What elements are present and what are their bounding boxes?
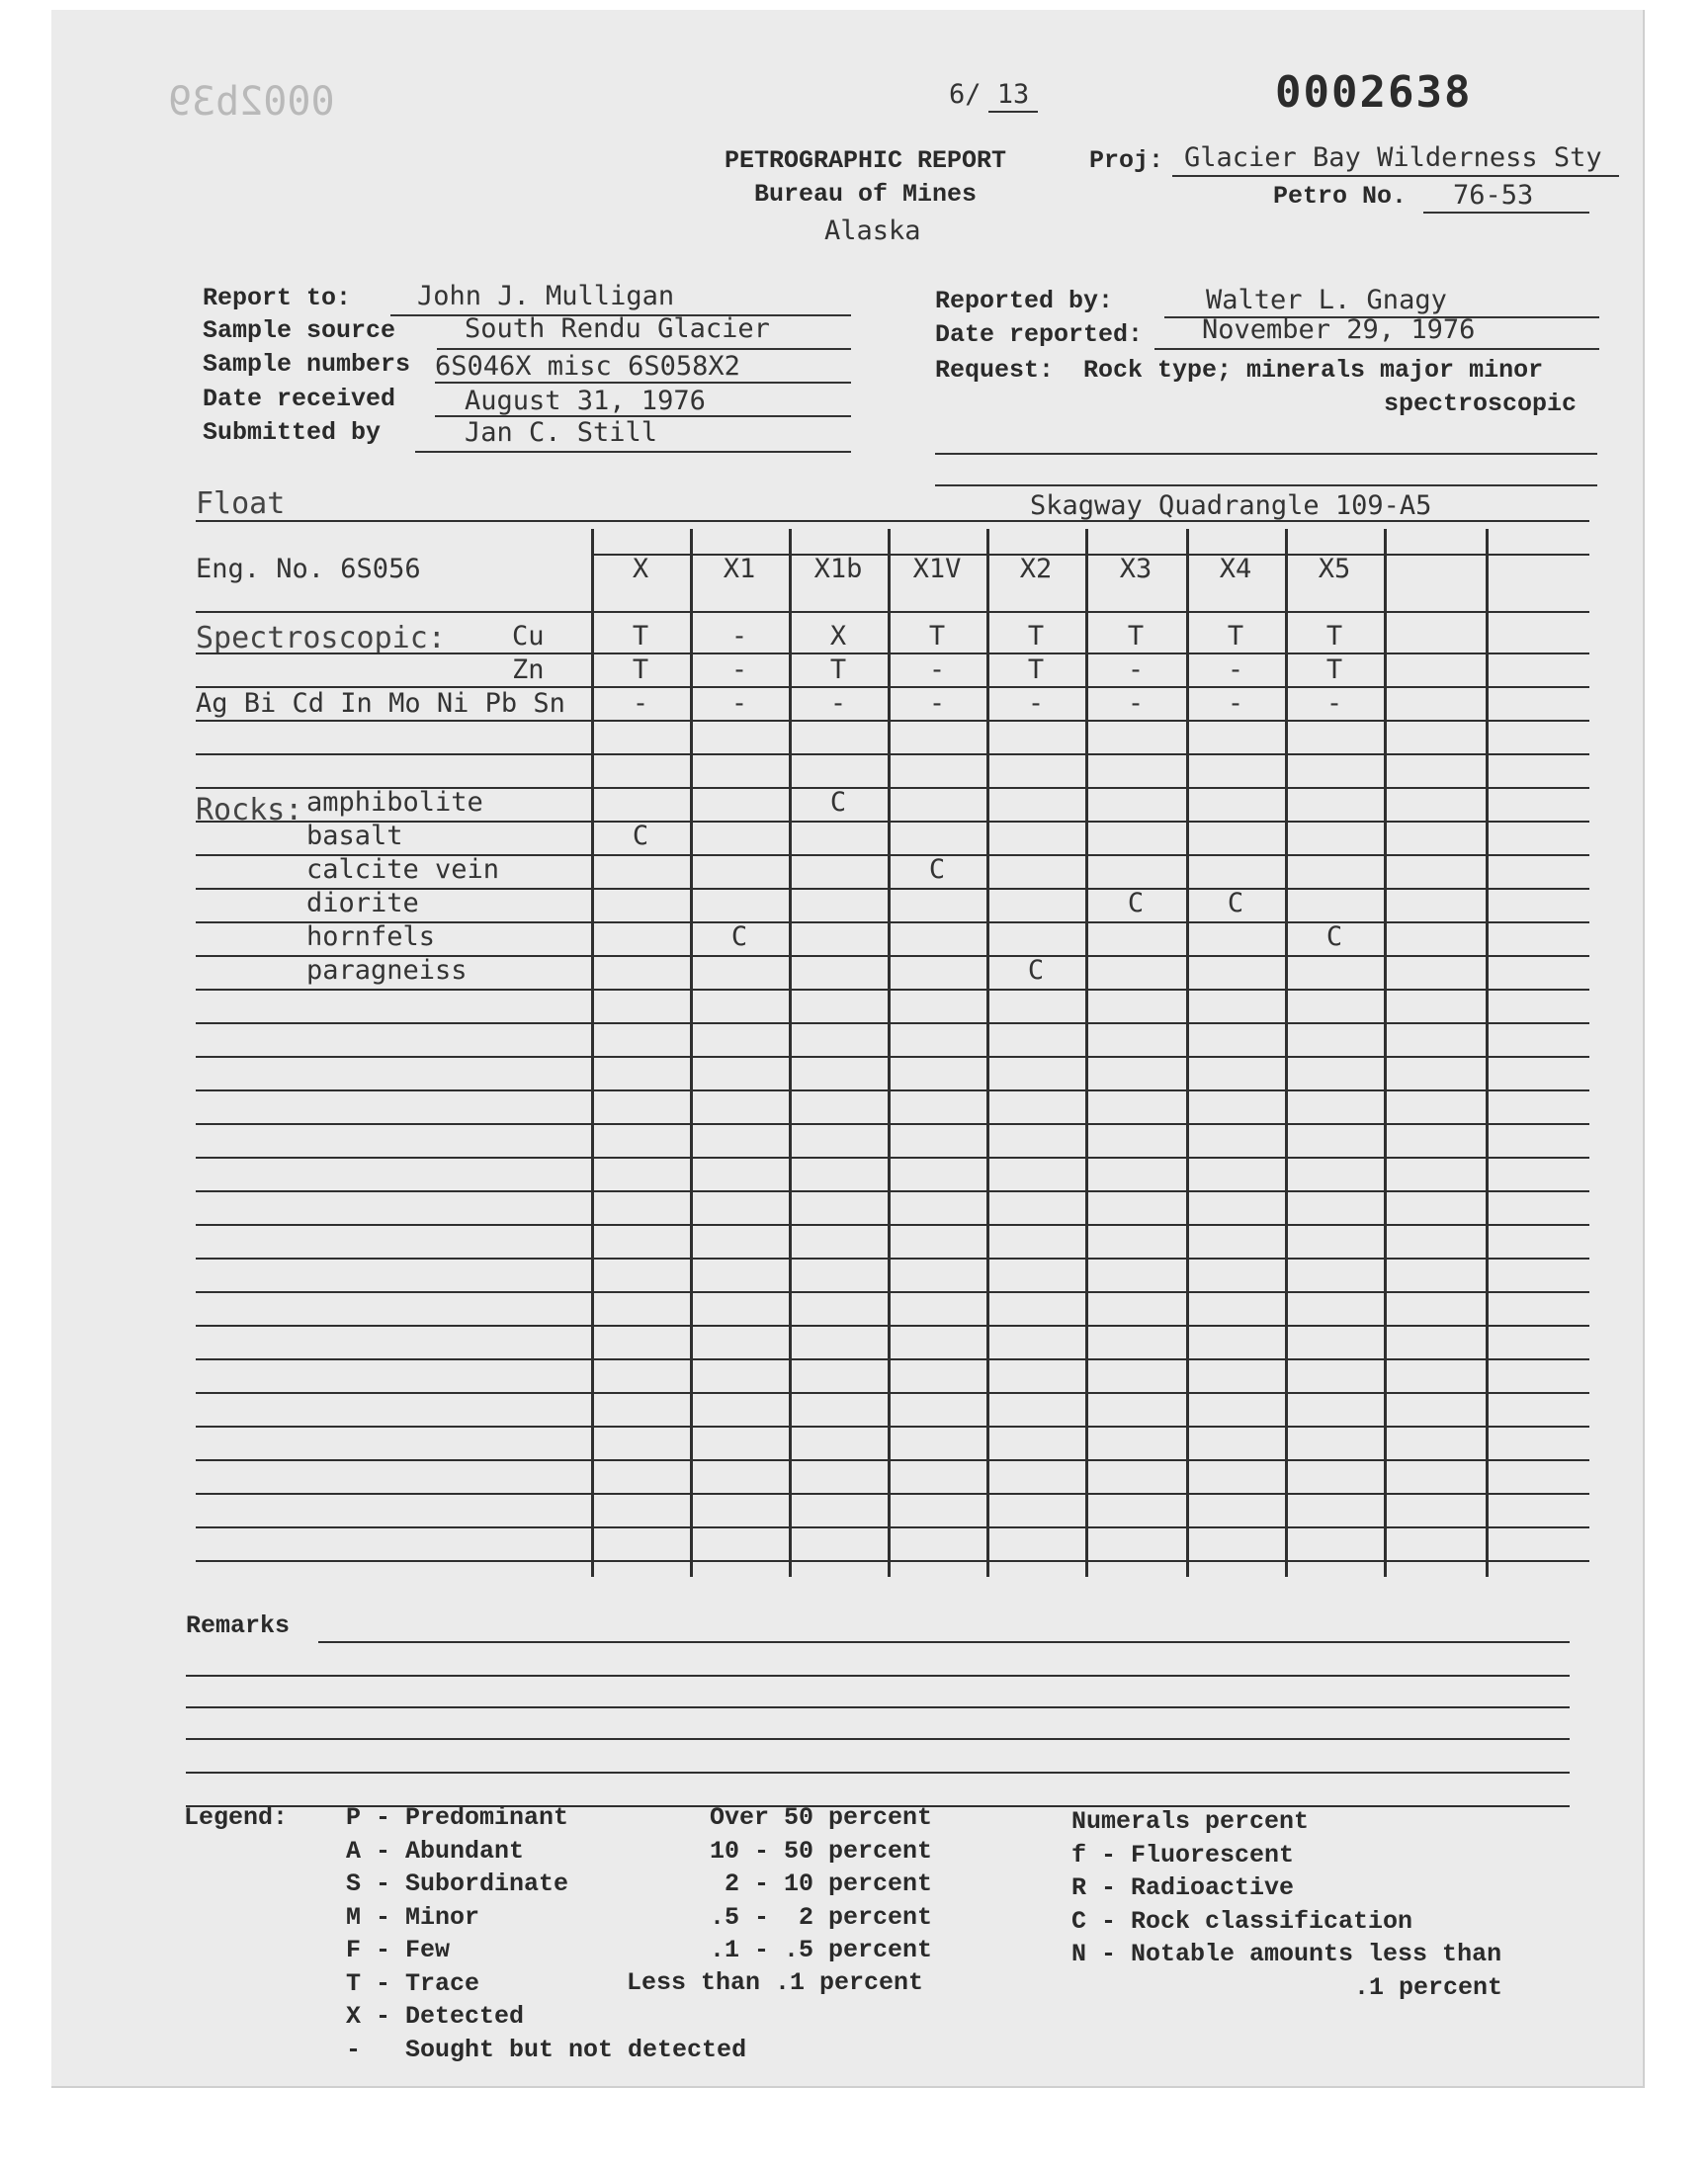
submitted-by-label: Submitted by: [203, 418, 382, 447]
table-row-rule: [196, 989, 1589, 991]
legend-label: Legend:: [184, 1803, 289, 1832]
submitted-by-underline: [415, 451, 851, 453]
mirrored-stamp: 0002b39: [168, 79, 335, 125]
legend-range-entry: 10 - 50 percent: [710, 1836, 933, 1866]
rock-row-label: basalt: [306, 821, 403, 851]
column-header: X1: [723, 554, 756, 584]
request-label: Request:: [935, 356, 1055, 385]
date-reported-value: November 29, 1976: [1202, 314, 1476, 345]
header-bottom-rule: [196, 611, 1589, 613]
spectro-value: -: [730, 654, 748, 685]
proj-underline: [1172, 175, 1619, 177]
table-row-rule: [196, 1258, 1589, 1260]
float-rule: [196, 520, 1589, 522]
rock-row-label: calcite vein: [306, 854, 500, 885]
spectro-value: -: [1127, 654, 1145, 685]
serial-number: 0002638: [1275, 67, 1473, 118]
table-row-rule: [196, 1190, 1589, 1192]
sample-source-value: South Rendu Glacier: [465, 313, 770, 344]
spectroscopic-label: Spectroscopic:: [196, 621, 446, 655]
table-row-rule: [196, 1022, 1589, 1024]
column-header: X2: [1019, 554, 1053, 584]
table-row-rule: [196, 1426, 1589, 1428]
table-row-rule: [196, 821, 1589, 823]
date-reported-label: Date reported:: [935, 320, 1144, 349]
spectro-row-label: Ag Bi Cd In Mo Ni Pb Sn: [196, 688, 565, 719]
sample-numbers-underline: [435, 382, 851, 384]
date-received-value: August 31, 1976: [465, 386, 706, 416]
table-row-rule: [196, 1392, 1589, 1394]
spectro-value: -: [730, 621, 748, 652]
spectro-value: T: [928, 621, 946, 652]
column-header: X4: [1219, 554, 1252, 584]
spectro-value: -: [1227, 654, 1244, 685]
spectro-value: -: [829, 688, 847, 719]
eng-no-label: Eng. No. 6S056: [196, 554, 421, 584]
submitted-by-value: Jan C. Still: [465, 417, 658, 448]
column-header: X5: [1318, 554, 1351, 584]
legend-range-entry: Less than .1 percent: [627, 1968, 924, 1997]
table-row-rule: [196, 753, 1589, 755]
date-received-label: Date received: [203, 385, 396, 413]
petro-label: Petro No.: [1273, 182, 1408, 211]
spectro-value: -: [1127, 688, 1145, 719]
rock-row-label: paragneiss: [306, 955, 468, 986]
spectro-row-label: Cu: [512, 621, 545, 652]
legend-range-entry: .5 - 2 percent: [710, 1902, 933, 1932]
spectro-value: T: [1127, 621, 1145, 652]
legend-notation-entry: f - Fluorescent: [1071, 1840, 1295, 1870]
sample-numbers-label: Sample numbers: [203, 350, 411, 379]
table-row-rule: [196, 652, 1589, 654]
rock-classification-mark: C: [730, 921, 748, 952]
legend-range-entry: 2 - 10 percent: [710, 1870, 933, 1898]
rock-row-label: amphibolite: [306, 787, 483, 818]
column-header: X1V: [912, 554, 962, 584]
table-row-rule: [196, 1089, 1589, 1091]
legend-symbol-entry: S - Subordinate: [346, 1870, 569, 1898]
spectro-value: T: [1027, 621, 1045, 652]
table-row-rule: [196, 1358, 1589, 1360]
legend-range-entry: Over 50 percent: [710, 1803, 933, 1832]
spectro-value: -: [1227, 688, 1244, 719]
spectro-value: X: [829, 621, 847, 652]
quadrangle-label: Skagway Quadrangle 109-A5: [1030, 490, 1432, 521]
legend-symbol-entry: X - Detected: [346, 2002, 525, 2031]
spectro-value: T: [1027, 654, 1045, 685]
remarks-label: Remarks: [186, 1611, 291, 1640]
proj-label: Proj:: [1089, 146, 1164, 175]
date-reported-underline: [1154, 348, 1599, 350]
page-underline: [988, 111, 1038, 113]
table-row-rule: [196, 1123, 1589, 1125]
table-row-rule: [196, 1526, 1589, 1528]
request-blank-line-2: [935, 484, 1597, 486]
legend-symbol-entry: M - Minor: [346, 1902, 480, 1932]
spectro-value: -: [928, 688, 946, 719]
reported-by-value: Walter L. Gnagy: [1206, 285, 1447, 315]
request-line2: spectroscopic: [1384, 390, 1578, 418]
table-row-rule: [196, 1493, 1589, 1495]
spectro-value: -: [1325, 688, 1343, 719]
remarks-line: [186, 1738, 1570, 1740]
page-number: 6/ 13: [949, 79, 1030, 110]
remarks-line: [186, 1675, 1570, 1677]
legend-notation-entry: R - Radioactive: [1071, 1873, 1295, 1902]
table-row-rule: [196, 1560, 1589, 1562]
sample-source-underline: [437, 348, 851, 350]
rock-classification-mark: C: [1227, 888, 1244, 918]
spectro-value: T: [1227, 621, 1244, 652]
request-line1: Rock type; minerals major minor: [1083, 356, 1544, 385]
table-row-rule: [196, 1459, 1589, 1461]
spectro-value: -: [632, 688, 649, 719]
reported-by-label: Reported by:: [935, 287, 1114, 315]
rock-classification-mark: C: [632, 821, 649, 851]
rock-row-label: hornfels: [306, 921, 436, 952]
sample-numbers-value: 6S046X misc 6S058X2: [435, 351, 740, 382]
table-row-rule: [196, 720, 1589, 722]
spectro-value: T: [632, 621, 649, 652]
bureau-name: Bureau of Mines: [754, 180, 978, 209]
legend-symbol-entry: T - Trace: [346, 1968, 480, 1998]
spectro-row-label: Zn: [512, 654, 545, 685]
legend-notation-entry: Numerals percent: [1071, 1807, 1310, 1836]
spectro-value: T: [829, 654, 847, 685]
column-header: X: [632, 554, 649, 584]
table-row-rule: [196, 1056, 1589, 1058]
remarks-line: [186, 1706, 1570, 1708]
rock-classification-mark: C: [928, 854, 946, 885]
report-title: PETROGRAPHIC REPORT: [725, 146, 1007, 175]
legend-range-entry: .1 - .5 percent: [710, 1936, 933, 1964]
remarks-line: [186, 1772, 1570, 1774]
table-row-rule: [196, 1224, 1589, 1226]
column-header: X1b: [813, 554, 863, 584]
proj-value: Glacier Bay Wilderness Sty: [1184, 142, 1602, 173]
state-name: Alaska: [824, 216, 921, 246]
rock-classification-mark: C: [1027, 955, 1045, 986]
remarks-line: [318, 1641, 1570, 1643]
spectro-value: T: [1325, 621, 1343, 652]
rock-classification-mark: C: [1325, 921, 1343, 952]
rock-classification-mark: C: [1127, 888, 1145, 918]
table-row-rule: [196, 1325, 1589, 1327]
spectro-value: T: [632, 654, 649, 685]
float-label: Float: [196, 486, 286, 521]
report-to-value: John J. Mulligan: [417, 281, 675, 311]
legend-notation-entry: N - Notable amounts less than: [1071, 1940, 1502, 1968]
report-to-label: Report to:: [203, 284, 352, 312]
petro-value: 76-53: [1453, 180, 1534, 211]
sample-source-label: Sample source: [203, 316, 396, 345]
petro-underline: [1423, 212, 1589, 214]
table-row-rule: [196, 1291, 1589, 1293]
legend-symbol-entry: - Sought but not detected: [346, 2035, 747, 2064]
rock-classification-mark: C: [829, 787, 847, 818]
spectro-value: -: [928, 654, 946, 685]
column-header: X3: [1119, 554, 1153, 584]
rocks-label: Rocks:: [196, 793, 303, 827]
spectro-value: T: [1325, 654, 1343, 685]
legend-notation-entry: C - Rock classification: [1071, 1906, 1413, 1936]
rock-row-label: diorite: [306, 888, 419, 918]
legend-notation-entry: .1 percent: [1354, 1973, 1503, 2002]
request-blank-line-1: [935, 453, 1597, 455]
spectro-value: -: [730, 688, 748, 719]
table-row-rule: [196, 1157, 1589, 1159]
spectro-value: -: [1027, 688, 1045, 719]
legend-symbol-entry: A - Abundant: [346, 1836, 525, 1866]
legend-symbol-entry: P - Predominant: [346, 1803, 569, 1832]
legend-symbol-entry: F - Few: [346, 1936, 451, 1964]
